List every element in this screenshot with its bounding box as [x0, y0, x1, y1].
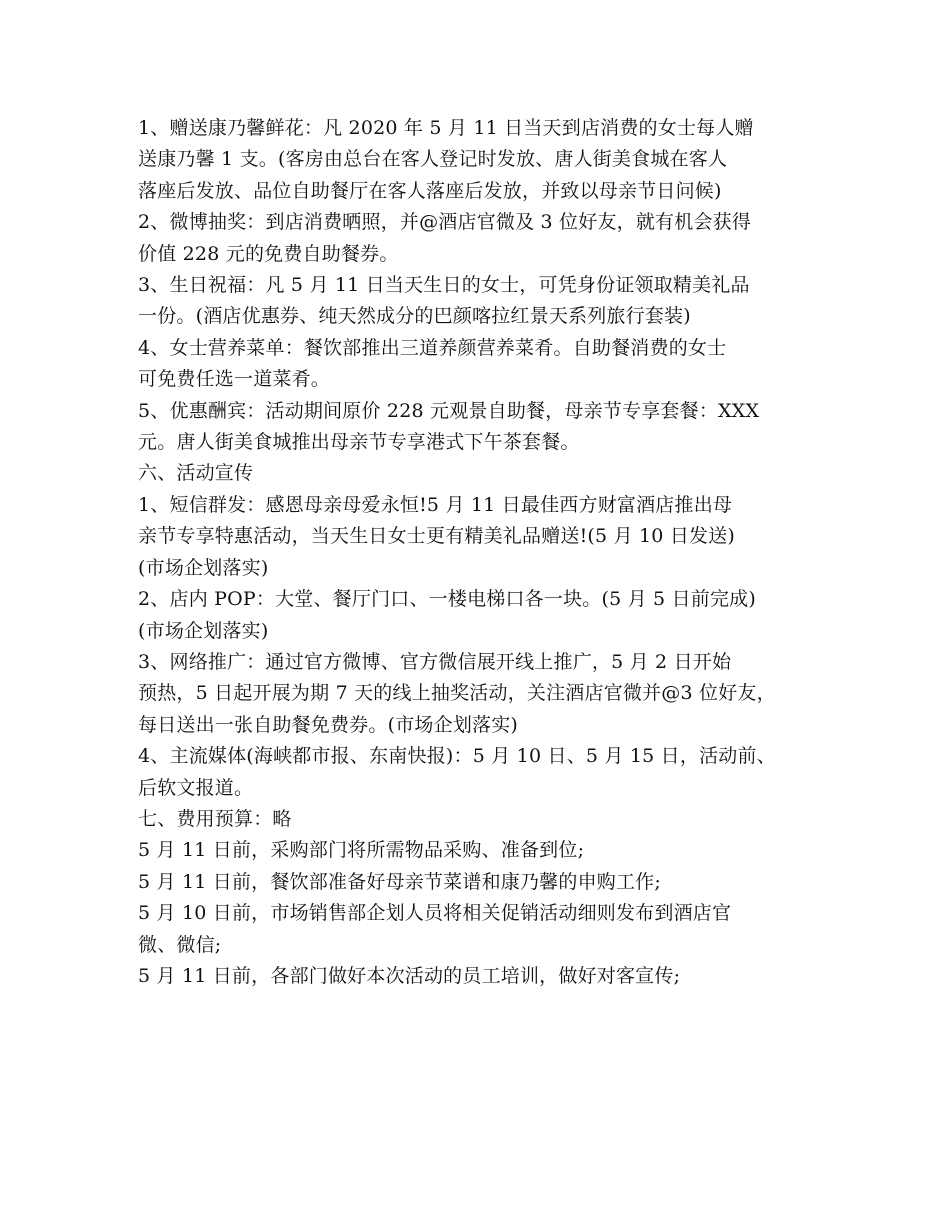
text-line-2: 送康乃馨 1 支。(客房由总台在客人登记时发放、唐人街美食城在客人 [138, 148, 728, 171]
text-line-4: 2、微博抽奖：到店消费晒照，并@酒店官微及 3 位好友，就有机会获得 [138, 211, 752, 234]
text-line-14: 亲节专享特惠活动，当天生日女士更有精美礼品赠送!(5 月 10 日发送) [138, 525, 736, 548]
text-line-22: 后软文报道。 [138, 776, 254, 799]
text-line-13: 1、短信群发：感恩母亲母爱永恒!5 月 11 日最佳西方财富酒店推出母 [138, 493, 733, 516]
section-heading-publicity: 六、活动宣传 [138, 462, 254, 485]
text-line-26: 5 月 10 日前，市场销售部企划人员将相关促销活动细则发布到酒店官 [138, 902, 732, 925]
text-line-27: 微、微信; [138, 933, 222, 956]
text-line-6: 3、生日祝福：凡 5 月 11 日当天生日的女士，可凭身份证领取精美礼品 [138, 274, 750, 297]
text-line-21: 4、主流媒体(海峡都市报、东南快报)：5 月 10 日、5 月 15 日，活动前、 [138, 745, 776, 768]
text-line-10: 5、优惠酬宾：活动期间原价 228 元观景自助餐，母亲节专享套餐：XXX [138, 399, 760, 422]
text-line-25: 5 月 11 日前，餐饮部准备好母亲节菜谱和康乃馨的申购工作; [138, 870, 661, 893]
text-line-5: 价值 228 元的免费自助餐券。 [138, 242, 399, 265]
text-line-18: 3、网络推广：通过官方微博、官方微信展开线上推广，5 月 2 日开始 [138, 650, 732, 673]
text-line-7: 一份。(酒店优惠券、纯天然成分的巴颜喀拉红景天系列旅行套装) [138, 305, 691, 328]
text-line-9: 可免费任选一道菜肴。 [138, 368, 331, 391]
text-line-8: 4、女士营养菜单：餐饮部推出三道养颜营养菜肴。自助餐消费的女士 [138, 336, 727, 359]
text-line-11: 元。唐人街美食城推出母亲节专享港式下午茶套餐。 [138, 431, 580, 454]
text-line-15: (市场企划落实) [138, 556, 269, 579]
text-line-20: 每日送出一张自助餐免费券。(市场企划落实) [138, 713, 519, 736]
text-line-24: 5 月 11 日前，采购部门将所需物品采购、准备到位; [138, 839, 585, 862]
document-body [138, 113, 818, 992]
text-line-28: 5 月 11 日前，各部门做好本次活动的员工培训，做好对客宣传; [138, 964, 681, 987]
text-line-3: 落座后发放、品位自助餐厅在客人落座后发放，并致以母亲节日问候) [138, 179, 722, 202]
text-line-1: 1、赠送康乃馨鲜花：凡 2020 年 5 月 11 日当天到店消费的女士每人赠 [138, 117, 754, 139]
text-line-17: (市场企划落实) [138, 619, 269, 642]
text-line-16: 2、店内 POP：大堂、餐厅门口、一楼电梯口各一块。(5 月 5 日前完成) [138, 588, 756, 611]
text-line-19: 预热，5 日起开展为期 7 天的线上抽奖活动，关注酒店官微并@3 位好友， [138, 682, 776, 705]
section-heading-budget: 七、费用预算：略 [138, 807, 292, 830]
